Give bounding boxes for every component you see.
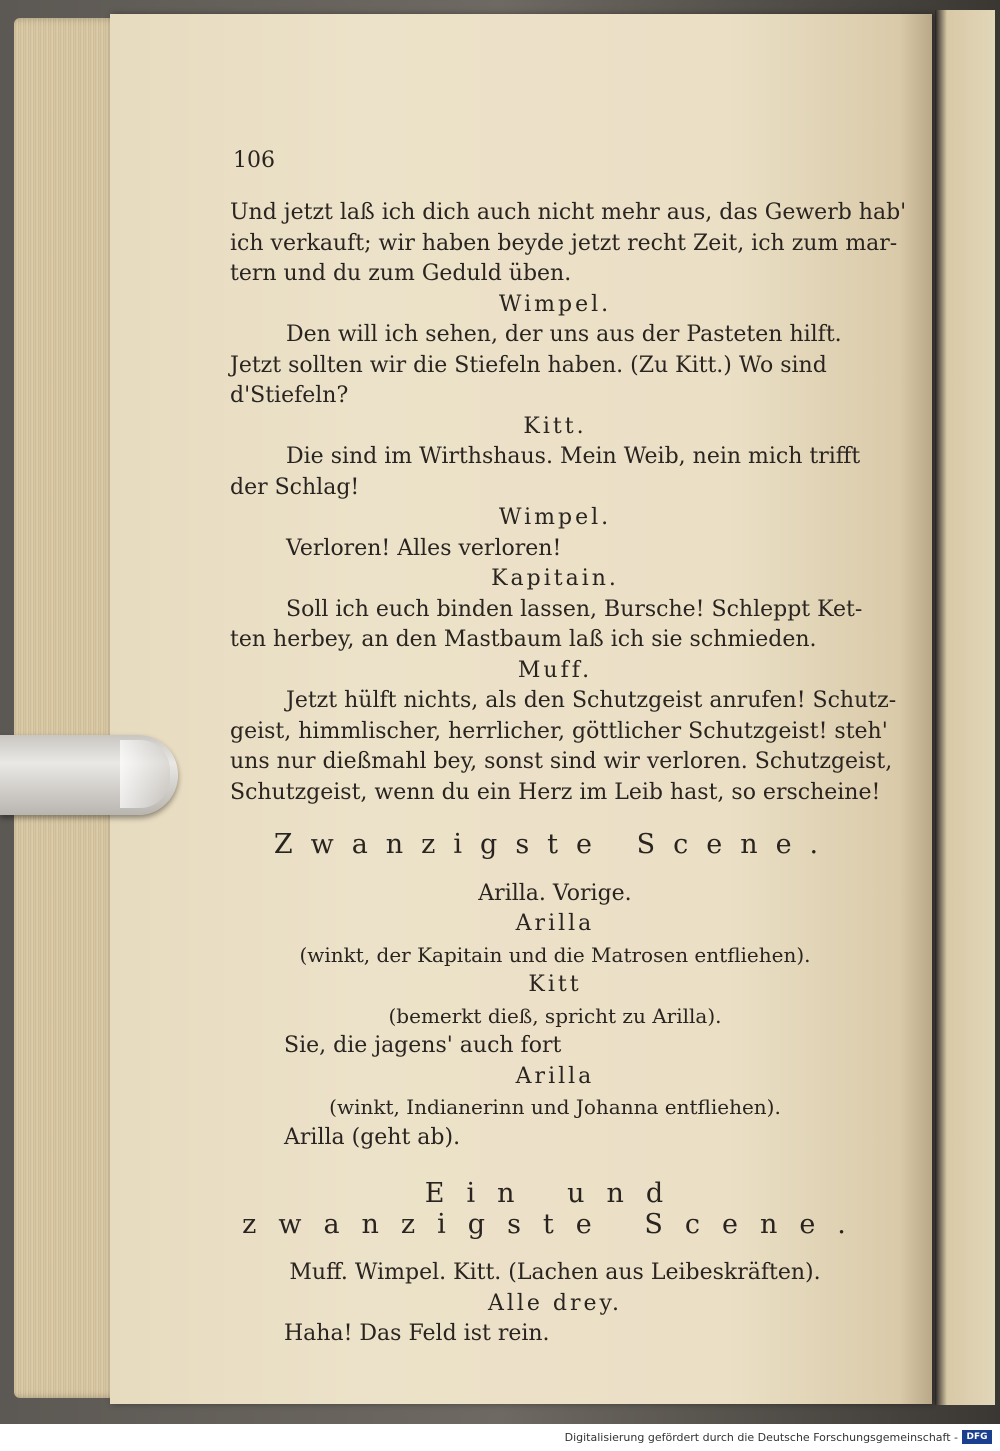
text-line: ich verkauft; wir haben beyde jetzt recht Zeit, ich zum mar- bbox=[230, 230, 898, 256]
cast-line: Arilla. Vorige. bbox=[478, 880, 632, 906]
text-line: Den will ich sehen, der uns aus der Pasteten hilft. bbox=[286, 322, 842, 347]
speaker-name: Muff. bbox=[517, 657, 593, 683]
stage-direction: (winkt, der Kapitain und die Matrosen entfliehen). bbox=[299, 942, 811, 967]
text-line: Soll ich euch binden lassen, Bursche! Schleppt Ket- bbox=[286, 596, 863, 622]
text-line: Die sind im Wirthshaus. Mein Weib, nein mich trifft bbox=[286, 444, 861, 469]
speaker-name: Alle drey. bbox=[487, 1290, 623, 1316]
speaker-name: Kapitain. bbox=[491, 566, 619, 591]
page-text bbox=[230, 198, 907, 1350]
speaker-name: Kitt bbox=[528, 972, 582, 997]
text-line: Haha! Das Feld ist rein. bbox=[284, 1321, 550, 1346]
dfg-logo: DFG bbox=[962, 1430, 992, 1444]
speaker-name: Wimpel. bbox=[498, 291, 612, 317]
text-line: Verloren! Alles verloren! bbox=[286, 535, 562, 561]
scene-heading: Zwanzigste Scene. bbox=[273, 829, 837, 860]
text-line: ten herbey, an den Mastbaum laß ich sie schmieden. bbox=[230, 627, 817, 652]
exit-direction: Arilla (geht ab). bbox=[284, 1124, 461, 1150]
text-line: Jetzt sollten wir die Stiefeln haben. (Zu Kitt.) Wo sind bbox=[230, 352, 827, 378]
text-line: d'Stiefeln? bbox=[230, 383, 349, 408]
speaker-name: Kitt. bbox=[523, 413, 587, 439]
speaker-name: Arilla bbox=[515, 1063, 595, 1089]
speaker-name: Wimpel. bbox=[498, 505, 612, 530]
thumb-nail bbox=[120, 740, 170, 808]
text-line: Sie, die jagens' auch fort bbox=[284, 1033, 562, 1058]
stage-direction: (bemerkt dieß, spricht zu Arilla). bbox=[388, 1003, 722, 1028]
text-line: uns nur dießmahl bey, sonst sind wir verloren. Schutzgeist, bbox=[230, 749, 893, 774]
text-line: Und jetzt laß ich dich auch nicht mehr aus, das Gewerb hab' bbox=[230, 200, 907, 225]
speaker-name: Arilla bbox=[515, 911, 595, 936]
footer-credit: Digitalisierung gefördert durch die Deutsche Forschungsgemeinschaft - bbox=[564, 1431, 958, 1444]
scene-heading: Ein und zwanzigste Scene. bbox=[242, 1178, 868, 1240]
stage-direction: (winkt, Indianerinn und Johanna entfliehen). bbox=[329, 1095, 781, 1119]
text-line: tern und du zum Geduld üben. bbox=[230, 261, 572, 286]
footer-bar bbox=[0, 1424, 1000, 1451]
page-number: 106 bbox=[233, 148, 275, 173]
text-line: der Schlag! bbox=[230, 474, 360, 500]
cast-line: Muff. Wimpel. Kitt. (Lachen aus Leibeskräften). bbox=[289, 1260, 821, 1285]
text-line: Schutzgeist, wenn du ein Herz im Leib hast, so erscheine! bbox=[230, 779, 881, 805]
text-line: Jetzt hülft nichts, als den Schutzgeist anrufen! Schutz- bbox=[286, 688, 897, 713]
facing-page-edge bbox=[935, 10, 995, 1405]
text-line: geist, himmlischer, herrlicher, göttlicher Schutzgeist! steh' bbox=[230, 718, 888, 744]
